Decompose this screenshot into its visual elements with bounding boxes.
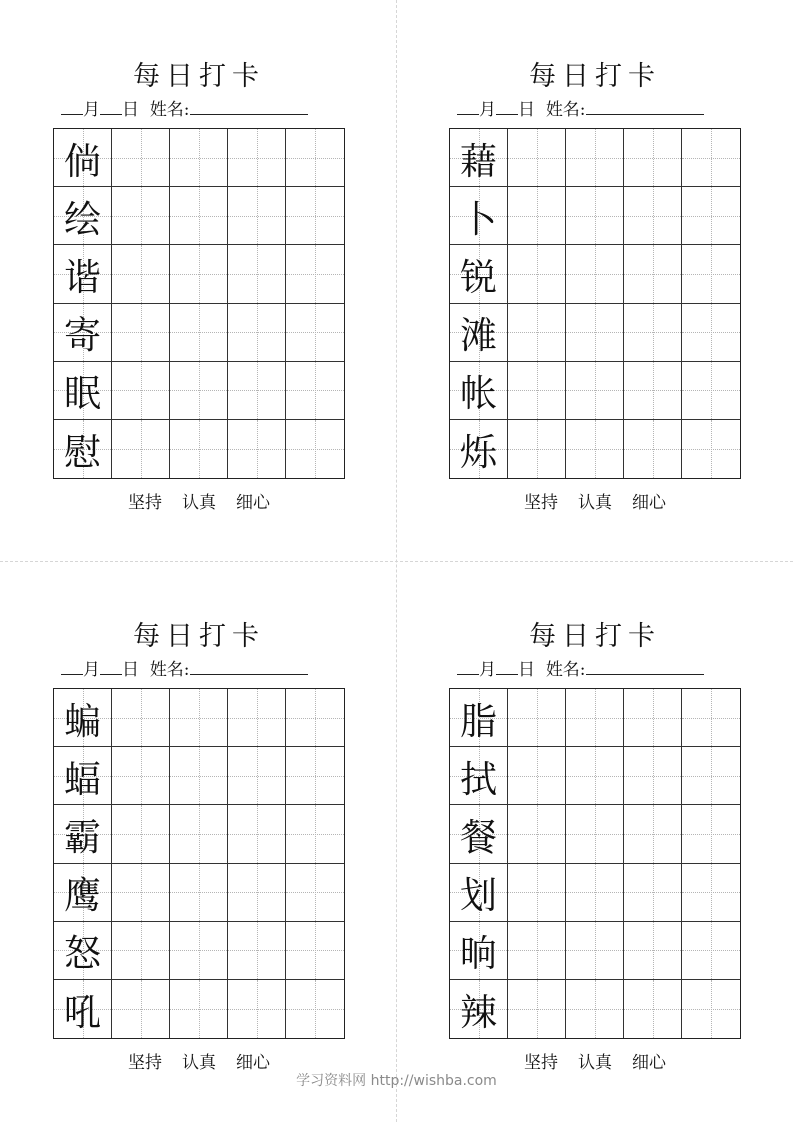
practice-cell[interactable] <box>170 980 228 1038</box>
practice-cell[interactable] <box>508 689 566 747</box>
model-character-cell <box>54 747 112 805</box>
model-character: 划 <box>460 874 497 918</box>
practice-cell[interactable] <box>112 362 170 420</box>
practice-cell[interactable] <box>624 304 682 362</box>
model-character-cell <box>450 980 508 1038</box>
practice-cell[interactable] <box>228 420 286 478</box>
month-blank[interactable] <box>61 656 83 675</box>
footer-motto-careful: 认真 <box>578 493 612 513</box>
card-title: 每日打卡 <box>529 61 661 92</box>
practice-cell[interactable] <box>566 980 624 1038</box>
footer-motto-attentive: 细心 <box>236 493 270 513</box>
practice-cell[interactable] <box>624 922 682 980</box>
footer-motto-careful: 认真 <box>182 493 216 513</box>
date-name-line <box>61 96 308 122</box>
model-character-cell <box>54 922 112 980</box>
practice-cell[interactable] <box>624 747 682 805</box>
practice-cell[interactable] <box>112 129 170 187</box>
model-character: 慰 <box>64 430 101 474</box>
practice-cell[interactable] <box>508 864 566 922</box>
name-label: 姓名: <box>149 100 190 120</box>
model-character-cell <box>450 362 508 420</box>
practice-cell[interactable] <box>286 245 344 303</box>
model-character: 脂 <box>460 699 497 743</box>
footer-motto-careful: 认真 <box>182 1053 216 1073</box>
practice-cell[interactable] <box>682 689 740 747</box>
model-character: 晌 <box>460 932 497 976</box>
model-character-cell <box>450 689 508 747</box>
practice-cell[interactable] <box>112 747 170 805</box>
model-character-cell <box>54 689 112 747</box>
model-character-cell <box>450 129 508 187</box>
practice-cell[interactable] <box>170 129 228 187</box>
practice-cell[interactable] <box>286 689 344 747</box>
practice-cell[interactable] <box>508 362 566 420</box>
practice-cell[interactable] <box>624 420 682 478</box>
practice-cell[interactable] <box>228 747 286 805</box>
name-blank[interactable] <box>586 656 704 675</box>
practice-cell[interactable] <box>624 805 682 863</box>
practice-cell[interactable] <box>508 980 566 1038</box>
day-label: 日 <box>518 100 535 120</box>
practice-cell[interactable] <box>286 187 344 245</box>
model-character: 烁 <box>460 430 497 474</box>
footer-motto-attentive: 细心 <box>632 493 666 513</box>
model-character: 辣 <box>460 990 497 1034</box>
model-character: 谐 <box>64 255 101 299</box>
horizontal-cut-line <box>0 561 793 562</box>
model-character: 蝠 <box>64 757 101 801</box>
practice-cell[interactable] <box>508 187 566 245</box>
practice-cell[interactable] <box>170 187 228 245</box>
model-character: 鹰 <box>64 874 101 918</box>
model-character: 餐 <box>460 815 497 859</box>
day-label: 日 <box>122 660 139 680</box>
practice-cell[interactable] <box>566 187 624 245</box>
model-character: 怒 <box>64 932 101 976</box>
model-character-cell <box>54 805 112 863</box>
practice-cell[interactable] <box>170 747 228 805</box>
practice-cell[interactable] <box>566 922 624 980</box>
practice-cell[interactable] <box>508 304 566 362</box>
practice-cell[interactable] <box>112 304 170 362</box>
day-label: 日 <box>518 660 535 680</box>
practice-cell[interactable] <box>286 747 344 805</box>
practice-cell[interactable] <box>682 864 740 922</box>
model-character-cell <box>450 187 508 245</box>
practice-cell[interactable] <box>566 245 624 303</box>
model-character-cell <box>54 420 112 478</box>
practice-grid <box>53 128 345 479</box>
model-character-cell <box>54 187 112 245</box>
practice-cell[interactable] <box>228 304 286 362</box>
card-title: 每日打卡 <box>529 621 661 652</box>
model-character-cell <box>54 245 112 303</box>
practice-card <box>449 620 741 1073</box>
model-character: 拭 <box>460 757 497 801</box>
month-label: 月 <box>83 100 100 120</box>
practice-cell[interactable] <box>624 245 682 303</box>
practice-cell[interactable] <box>682 187 740 245</box>
card-footer <box>449 488 741 513</box>
practice-cell[interactable] <box>286 922 344 980</box>
practice-cell[interactable] <box>508 805 566 863</box>
date-name-line <box>457 96 704 122</box>
practice-cell[interactable] <box>682 980 740 1038</box>
practice-cell[interactable] <box>682 129 740 187</box>
model-character: 眠 <box>64 372 101 416</box>
practice-cell[interactable] <box>228 129 286 187</box>
practice-cell[interactable] <box>286 362 344 420</box>
practice-cell[interactable] <box>228 980 286 1038</box>
practice-cell[interactable] <box>508 245 566 303</box>
name-blank[interactable] <box>190 96 308 115</box>
model-character: 蝙 <box>64 699 101 743</box>
model-character: 卜 <box>460 197 497 241</box>
practice-cell[interactable] <box>508 129 566 187</box>
practice-cell[interactable] <box>170 362 228 420</box>
practice-cell[interactable] <box>682 420 740 478</box>
practice-cell[interactable] <box>170 245 228 303</box>
practice-cell[interactable] <box>566 689 624 747</box>
practice-cell[interactable] <box>286 864 344 922</box>
practice-cell[interactable] <box>170 304 228 362</box>
month-blank[interactable] <box>457 656 479 675</box>
practice-cell[interactable] <box>286 980 344 1038</box>
model-character-cell <box>450 864 508 922</box>
practice-cell[interactable] <box>682 747 740 805</box>
practice-cell[interactable] <box>624 129 682 187</box>
practice-cell[interactable] <box>624 864 682 922</box>
practice-cell[interactable] <box>170 922 228 980</box>
practice-cell[interactable] <box>566 420 624 478</box>
model-character-cell <box>54 304 112 362</box>
practice-cell[interactable] <box>228 362 286 420</box>
name-label: 姓名: <box>545 100 586 120</box>
day-blank[interactable] <box>100 656 122 675</box>
model-character: 倘 <box>64 139 101 183</box>
model-character: 帐 <box>460 372 497 416</box>
practice-card <box>53 620 345 1073</box>
practice-card <box>53 60 345 513</box>
card-title: 每日打卡 <box>133 61 265 92</box>
practice-cell[interactable] <box>170 689 228 747</box>
practice-cell[interactable] <box>228 245 286 303</box>
practice-cell[interactable] <box>112 689 170 747</box>
practice-cell[interactable] <box>286 805 344 863</box>
card-footer <box>53 488 345 513</box>
watermark: 学习资料网 http://wishba.com <box>296 1073 497 1089</box>
day-blank[interactable] <box>100 96 122 115</box>
practice-cell[interactable] <box>624 187 682 245</box>
model-character-cell <box>450 922 508 980</box>
model-character-cell <box>450 747 508 805</box>
practice-card <box>449 60 741 513</box>
practice-cell[interactable] <box>228 805 286 863</box>
practice-cell[interactable] <box>508 747 566 805</box>
practice-cell[interactable] <box>682 304 740 362</box>
practice-cell[interactable] <box>624 362 682 420</box>
model-character-cell <box>54 864 112 922</box>
practice-cell[interactable] <box>112 864 170 922</box>
model-character-cell <box>54 362 112 420</box>
practice-cell[interactable] <box>566 362 624 420</box>
footer-motto-persist: 坚持 <box>524 1053 558 1073</box>
practice-cell[interactable] <box>228 864 286 922</box>
name-label: 姓名: <box>545 660 586 680</box>
practice-cell[interactable] <box>170 420 228 478</box>
footer-motto-persist: 坚持 <box>128 493 162 513</box>
model-character-cell <box>54 129 112 187</box>
month-label: 月 <box>479 100 496 120</box>
name-blank[interactable] <box>190 656 308 675</box>
footer-motto-persist: 坚持 <box>524 493 558 513</box>
practice-grid <box>449 688 741 1039</box>
practice-cell[interactable] <box>286 129 344 187</box>
practice-cell[interactable] <box>112 805 170 863</box>
practice-cell[interactable] <box>228 689 286 747</box>
practice-cell[interactable] <box>682 805 740 863</box>
model-character: 锐 <box>460 255 497 299</box>
model-character-cell <box>54 980 112 1038</box>
month-blank[interactable] <box>457 96 479 115</box>
name-blank[interactable] <box>586 96 704 115</box>
model-character-cell <box>450 245 508 303</box>
name-label: 姓名: <box>149 660 190 680</box>
model-character-cell <box>450 304 508 362</box>
practice-cell[interactable] <box>682 245 740 303</box>
model-character: 霸 <box>64 815 101 859</box>
practice-cell[interactable] <box>682 362 740 420</box>
practice-cell[interactable] <box>112 922 170 980</box>
footer-motto-attentive: 细心 <box>632 1053 666 1073</box>
model-character: 寄 <box>64 314 101 358</box>
practice-cell[interactable] <box>508 420 566 478</box>
footer-motto-careful: 认真 <box>578 1053 612 1073</box>
footer-motto-attentive: 细心 <box>236 1053 270 1073</box>
practice-cell[interactable] <box>566 864 624 922</box>
date-name-line <box>61 656 308 682</box>
practice-cell[interactable] <box>112 245 170 303</box>
model-character-cell <box>450 805 508 863</box>
practice-cell[interactable] <box>566 304 624 362</box>
model-character: 滩 <box>460 314 497 358</box>
practice-grid <box>449 128 741 479</box>
practice-grid <box>53 688 345 1039</box>
day-blank[interactable] <box>496 96 518 115</box>
date-name-line <box>457 656 704 682</box>
model-character-cell <box>450 420 508 478</box>
month-blank[interactable] <box>61 96 83 115</box>
practice-cell[interactable] <box>566 805 624 863</box>
day-label: 日 <box>122 100 139 120</box>
practice-cell[interactable] <box>508 922 566 980</box>
model-character: 藉 <box>460 139 497 183</box>
practice-cell[interactable] <box>286 420 344 478</box>
practice-cell[interactable] <box>566 129 624 187</box>
footer-motto-persist: 坚持 <box>128 1053 162 1073</box>
practice-cell[interactable] <box>682 922 740 980</box>
practice-cell[interactable] <box>112 980 170 1038</box>
practice-cell[interactable] <box>624 980 682 1038</box>
model-character: 吼 <box>64 990 101 1034</box>
practice-cell[interactable] <box>112 420 170 478</box>
practice-cell[interactable] <box>112 187 170 245</box>
month-label: 月 <box>479 660 496 680</box>
practice-cell[interactable] <box>624 689 682 747</box>
practice-cell[interactable] <box>286 304 344 362</box>
month-label: 月 <box>83 660 100 680</box>
practice-cell[interactable] <box>170 864 228 922</box>
practice-cell[interactable] <box>228 187 286 245</box>
practice-cell[interactable] <box>566 747 624 805</box>
practice-cell[interactable] <box>170 805 228 863</box>
model-character: 绘 <box>64 197 101 241</box>
practice-cell[interactable] <box>228 922 286 980</box>
day-blank[interactable] <box>496 656 518 675</box>
card-title: 每日打卡 <box>133 621 265 652</box>
